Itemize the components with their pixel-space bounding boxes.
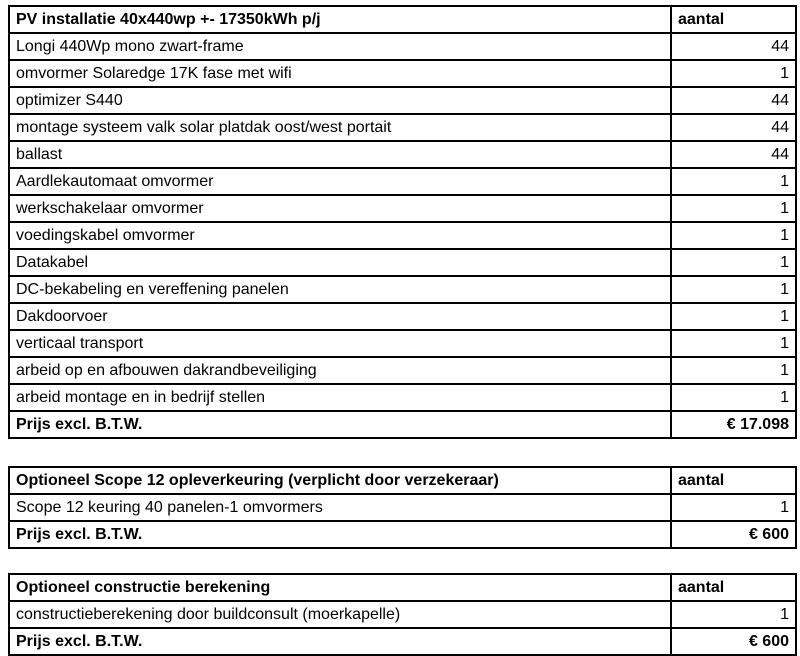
table-row — [9, 384, 796, 411]
price-footer-row — [9, 411, 796, 438]
table-row — [9, 222, 796, 249]
table-header-row — [9, 6, 796, 33]
qty-column-header: aantal — [671, 6, 796, 33]
table-row — [9, 249, 796, 276]
item-label: optimizer S440 — [9, 87, 671, 114]
table-header-row — [9, 574, 796, 601]
item-label: DC-bekabeling en vereffening panelen — [9, 276, 671, 303]
item-label: montage systeem valk solar platdak oost/west portait — [9, 114, 671, 141]
item-label: verticaal transport — [9, 330, 671, 357]
table-row — [9, 494, 796, 521]
qty-value: 1 — [671, 249, 796, 276]
item-label: constructieberekening door buildconsult (moerkapelle) — [9, 601, 671, 628]
table-title: Optioneel constructie berekening — [9, 574, 671, 601]
table-row — [9, 141, 796, 168]
price-footer-value: € 600 — [671, 628, 796, 655]
item-label: Dakdoorvoer — [9, 303, 671, 330]
qty-value: 1 — [671, 168, 796, 195]
table-title: Optioneel Scope 12 opleverkeuring (verplicht door verzekeraar) — [9, 467, 671, 494]
scope12-option-table — [8, 466, 797, 549]
qty-value: 1 — [671, 357, 796, 384]
table-row — [9, 195, 796, 222]
qty-value: 1 — [671, 384, 796, 411]
item-label: omvormer Solaredge 17K fase met wifi — [9, 60, 671, 87]
price-footer-label: Prijs excl. B.T.W. — [9, 411, 671, 438]
item-label: Scope 12 keuring 40 panelen-1 omvormers — [9, 494, 671, 521]
table-row — [9, 303, 796, 330]
qty-value: 1 — [671, 601, 796, 628]
item-label: arbeid montage en in bedrijf stellen — [9, 384, 671, 411]
qty-value: 1 — [671, 195, 796, 222]
qty-value: 1 — [671, 276, 796, 303]
table-row — [9, 114, 796, 141]
table-header-row — [9, 467, 796, 494]
qty-value: 1 — [671, 222, 796, 249]
qty-column-header: aantal — [671, 574, 796, 601]
item-label: Aardlekautomaat omvormer — [9, 168, 671, 195]
qty-value: 1 — [671, 494, 796, 521]
table-row — [9, 357, 796, 384]
table-gap — [8, 439, 795, 466]
table-row — [9, 87, 796, 114]
table-row — [9, 168, 796, 195]
item-label: ballast — [9, 141, 671, 168]
price-footer-value: € 600 — [671, 521, 796, 548]
qty-value: 1 — [671, 60, 796, 87]
table-gap — [8, 549, 795, 573]
qty-value: 44 — [671, 33, 796, 60]
item-label: Longi 440Wp mono zwart-frame — [9, 33, 671, 60]
table-row — [9, 330, 796, 357]
table-row — [9, 601, 796, 628]
table-row — [9, 33, 796, 60]
qty-value: 1 — [671, 330, 796, 357]
item-label: voedingskabel omvormer — [9, 222, 671, 249]
qty-value: 44 — [671, 141, 796, 168]
pv-installation-table — [8, 5, 797, 439]
item-label: arbeid op en afbouwen dakrandbeveiliging — [9, 357, 671, 384]
price-footer-row — [9, 628, 796, 655]
table-row — [9, 276, 796, 303]
qty-value: 44 — [671, 87, 796, 114]
qty-column-header: aantal — [671, 467, 796, 494]
table-title: PV installatie 40x440wp +- 17350kWh p/j — [9, 6, 671, 33]
item-label: werkschakelaar omvormer — [9, 195, 671, 222]
price-footer-value: € 17.098 — [671, 411, 796, 438]
qty-value: 44 — [671, 114, 796, 141]
construction-option-table — [8, 573, 797, 656]
price-footer-label: Prijs excl. B.T.W. — [9, 628, 671, 655]
table-row — [9, 60, 796, 87]
qty-value: 1 — [671, 303, 796, 330]
price-footer-label: Prijs excl. B.T.W. — [9, 521, 671, 548]
item-label: Datakabel — [9, 249, 671, 276]
price-footer-row — [9, 521, 796, 548]
